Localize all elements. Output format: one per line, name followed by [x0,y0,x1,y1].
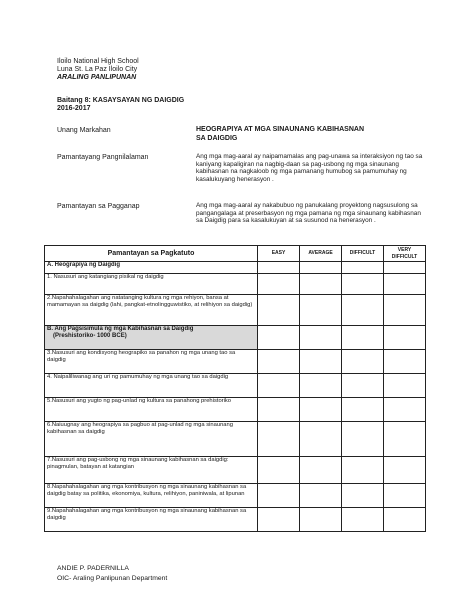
rating-cell[interactable] [384,422,426,457]
rating-cell[interactable] [384,326,426,350]
rating-cell[interactable] [384,295,426,326]
grade-title: Baitang 8: KASAYSAYAN NG DAIGDIG [57,97,185,104]
rating-cell[interactable] [342,422,384,457]
rating-cell[interactable] [300,374,342,398]
section-a-label: A. Heograpiya ng Daigdig [45,262,258,274]
table-row [45,422,426,457]
table-row [45,457,426,484]
rating-cell[interactable] [342,274,384,295]
rating-cell[interactable] [384,274,426,295]
competency-text: 1. Nasusuri ang katangiang pisikal ng daigdig [45,274,258,295]
rating-cell[interactable] [300,398,342,422]
competency-text: 3.Nasusuri ang kondisyong heograpiko sa panahon ng mga unang tao sa daigdig [45,350,258,374]
table-row [45,350,426,374]
rating-cell[interactable] [258,350,300,374]
competency-text: 5.Nasusuri ang yugto ng pag-unlad ng kultura sa panahong prehistoriko [45,398,258,422]
school-address: Luna St. La Paz Iloilo City [57,66,138,73]
rating-cell[interactable] [300,326,342,350]
signatory-name: ANDIE P. PADERNILLA [57,565,129,572]
school-year: 2016-2017 [57,105,91,112]
performance-standard-text: Ang mga mag-aaral ay nakabubuo ng panukalang proyektong nagsusulong sa pangangalaga at preserbasyon ng mga pamana ng mga sinaunang kabihasnan sa Daigdig para sa kasalukuyan at sa susunod na henerasyon . [196,202,421,224]
section-row-b [45,326,426,350]
rating-cell[interactable] [384,457,426,484]
content-standard-text: Ang mga mag-aaral ay naipamamalas ang pag-unawa sa interaksiyon ng tao sa kaniyang kapaligiran na nagbig-daan sa pag-usbong ng mga sinaunang kabihasnan na nagkaloob ng mga pamanang humubog sa pamumuhay ng kasalukuyang henerasyon . [196,153,423,183]
rating-cell[interactable] [342,326,384,350]
rating-cell[interactable] [300,508,342,532]
rating-cell[interactable] [258,484,300,508]
table-row [45,374,426,398]
competency-text: 8.Napahahalagahan ang mga kontribusyon ng mga sinaunang kabihasnan sa daigdig batay sa politika, ekonomiya, kultura, relihiyon, paniniwala, at lipunan [45,484,258,508]
rating-cell[interactable] [342,398,384,422]
rating-cell[interactable] [342,374,384,398]
rating-cell[interactable] [384,484,426,508]
rating-cell[interactable] [258,274,300,295]
section-b-label [45,326,258,350]
school-name: Iloilo National High School [57,58,139,65]
rating-cell[interactable] [384,508,426,532]
competency-text: 4. Naipaliliwanag ang uri ng pamumuhay ng mga unang tao sa daigdig [45,374,258,398]
table-row [45,484,426,508]
rating-cell[interactable] [258,326,300,350]
rating-cell[interactable] [300,295,342,326]
section-b-period: (Preshistoriko- 1000 BCE) [53,333,127,339]
topic-title-line2: SA DAIGDIG [196,135,238,142]
section-b-title: B. Ang Pagsisimula ng mga Kabihasnan sa Daigdig [47,326,194,332]
rating-cell[interactable] [258,262,300,274]
table-row [45,508,426,532]
rating-cell[interactable] [300,262,342,274]
rating-cell[interactable] [300,457,342,484]
table-row [45,274,426,295]
content-standard-label: Pamantayang Pangnilalaman [57,154,149,161]
department-name: ARALING PANLIPUNAN [57,74,137,81]
topic-title-line1: HEOGRAPIYA AT MGA SINAUNANG KABIHASNAN [196,126,365,133]
rating-cell[interactable] [342,457,384,484]
competency-text: 7.Nasusuri ang pag-usbong ng mga sinaunang kabihasnan sa daigdig: pinagmulan, batayan at katangian [45,457,258,484]
header-competency: Pamantayan sa Pagkatuto [45,246,258,262]
rating-cell[interactable] [300,422,342,457]
rating-cell[interactable] [384,262,426,274]
rating-cell[interactable] [258,508,300,532]
rating-cell[interactable] [258,295,300,326]
quarter-label: Unang Markahan [57,127,111,134]
header-easy: EASY [258,246,300,262]
rating-cell[interactable] [384,398,426,422]
table-row [45,398,426,422]
performance-standard-label: Pamantayan sa Pagganap [57,203,140,210]
rating-cell[interactable] [342,262,384,274]
rating-cell[interactable] [342,350,384,374]
rating-cell[interactable] [300,350,342,374]
table-row [45,295,426,326]
competency-text: 9.Napahahalagahan ang mga kontribusyon ng mga sinaunang kabihasnan sa daigdig [45,508,258,532]
signatory-title: OIC- Araling Panlipunan Department [57,575,168,582]
rating-cell[interactable] [258,374,300,398]
rating-cell[interactable] [258,457,300,484]
competency-table [44,245,426,532]
rating-cell[interactable] [384,374,426,398]
rating-cell[interactable] [300,274,342,295]
rating-cell[interactable] [384,350,426,374]
rating-cell[interactable] [342,508,384,532]
competency-text: 2.Napahahalagahan ang natatanging kultura ng mga rehiyon, bansa at mamamayan sa daigdig (lahi, pangkat-etnolingguwistiko, at relihiyon sa daigdig) [45,295,258,326]
section-row-a [45,262,426,274]
rating-cell[interactable] [258,422,300,457]
rating-cell[interactable] [342,295,384,326]
rating-cell[interactable] [300,484,342,508]
competency-text: 6.Naiuugnay ang heograpiya sa pagbuo at pag-unlad ng mga sinaunang kabihasnan sa daigdig [45,422,258,457]
header-difficult: DIFFICULT [342,246,384,262]
rating-cell[interactable] [342,484,384,508]
rating-cell[interactable] [258,398,300,422]
table-header-row [45,246,426,262]
header-very-difficult: VERY DIFFICULT [384,246,426,262]
header-average: AVERAGE [300,246,342,262]
